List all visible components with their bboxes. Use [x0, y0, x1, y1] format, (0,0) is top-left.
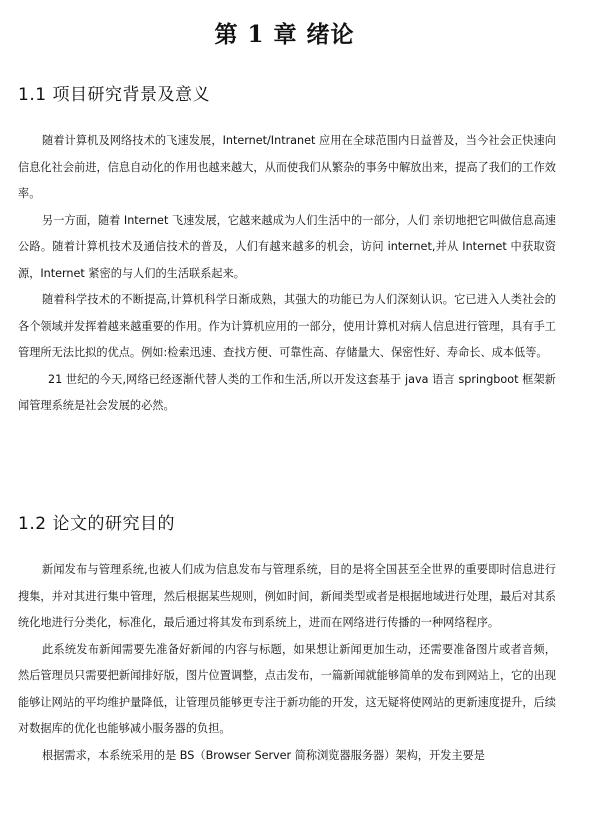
section-1-1-body [18, 128, 556, 420]
paragraph: 新闻发布与管理系统,也被人们成为信息发布与管理系统，目的是将全国甚至全世界的重要即时信息进行搜集，并对其进行集中管理，然后根据某些规则，例如时间，新闻类型或者是根据地域进行处理，最后对其系统化地进行分类化，标准化，最后通过将其发布到系统上，进而在网络进行传播的一种网络程序。 [18, 563, 556, 629]
section-title-1-1: 1.1 项目研究背景及意义 [18, 85, 210, 105]
section-title-1-2: 1.2 论文的研究目的 [18, 514, 175, 534]
paragraph: 另一方面，随着 Internet 飞速发展，它越来越成为人们生活中的一部分，人们 亲切地把它叫做信息高速公路。随着计算机技术及通信技术的普及，人们有越来越多的机会，访问 internet,并从 Internet 中获取资源，Internet 紧密的与人们的生活联系起来。 [18, 213, 556, 280]
paragraph: 根据需求，本系统采用的是 BS（Browser Server 简称浏览器服务器）架构，开发主要是 [42, 748, 485, 762]
paragraph: 随着科学技术的不断提高,计算机科学日渐成熟，其强大的功能已为人们深刻认识。它已进入人类社会的各个领域并发挥着越来越重要的作用。作为计算机应用的一部分，使用计算机对病人信息进行管理，具有手工管理所无法比拟的优点。例如:检索迅速、查找方便、可靠性高、存储量大、保密性好、寿命长、成本低等。 [18, 293, 556, 359]
paragraph: 此系统发布新闻需要先准备好新闻的内容与标题，如果想让新闻更加生动，还需要准备图片或者音频，然后管理员只需要把新闻排好版，图片位置调整，点击发布，一篇新闻就能够简单的发布到网站上，它的出现能够让网站的平均维护量降低，让管理员能够更专注于新功能的开发，这无疑将使网站的更新速度提升，后续对数据库的优化也能够减小服务器的负担。 [18, 642, 556, 735]
paragraph: 21 世纪的今天,网络已经逐渐代替人类的工作和生活,所以开发这套基于 java 语言 springboot 框架新闻管理系统是社会发展的必然。 [18, 372, 556, 412]
section-1-2-body [18, 557, 556, 769]
paragraph: 随着计算机及网络技术的飞速发展，Internet/Intranet 应用在全球范围内日益普及，当今社会正快速向信息化社会前进，信息自动化的作用也越来越大，从而使我们从繁杂的事务中解放出来，提高了我们的工作效率。 [18, 134, 556, 200]
chapter-title: 第 1 章 绪论 [214, 21, 355, 48]
